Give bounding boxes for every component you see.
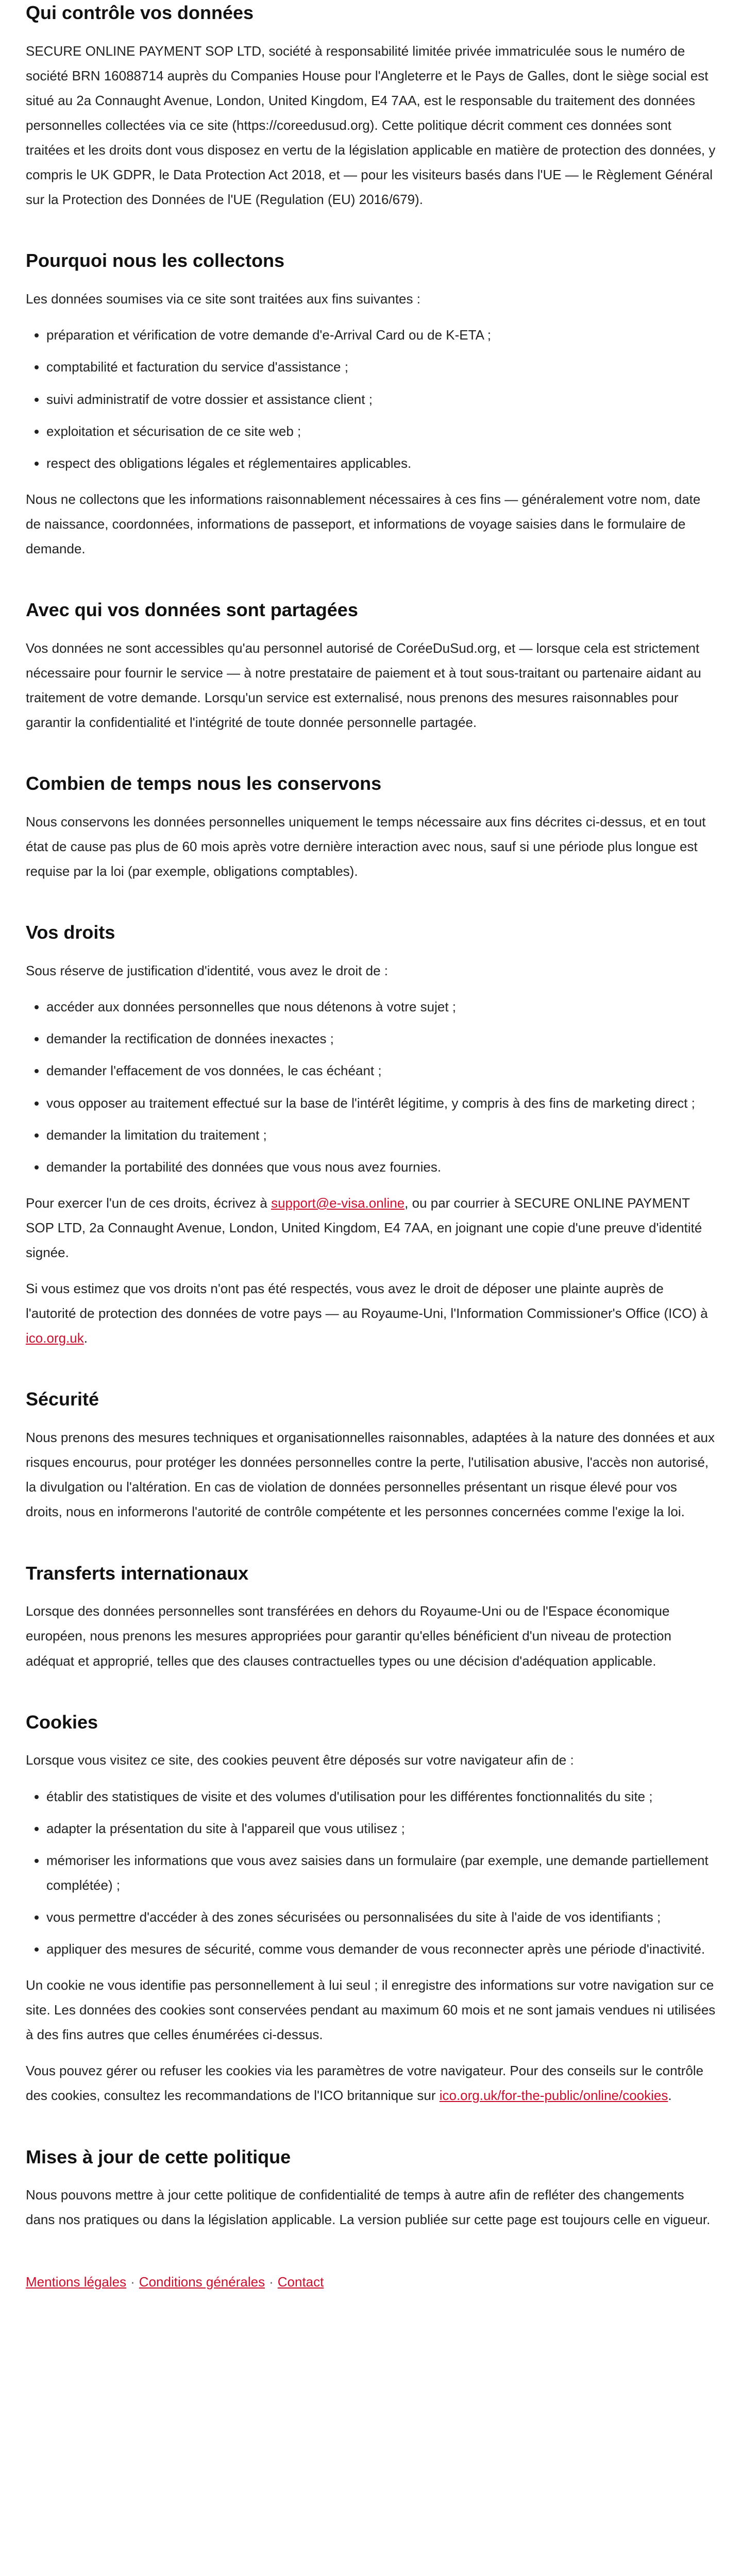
section-title: Mises à jour de cette politique <box>26 2146 291 2167</box>
list-item: • demander la portabilité des données que vous nous avez fournies. <box>46 1155 716 1179</box>
cookies-control-paragraph <box>26 2058 716 2108</box>
footer-separator: · <box>269 2274 274 2290</box>
section-controller <box>26 1 716 212</box>
ico-cookies-link[interactable]: ico.org.uk/for-the-public/online/cookies <box>439 2088 668 2104</box>
section-title: Qui contrôle vos données <box>26 2 254 23</box>
list-item: • établir des statistiques de visite et des volumes d'utilisation pour les différentes fonctionnalités du site ; <box>46 1784 716 1809</box>
text-span: , ou par courrier à SECURE ONLINE PAYMENT SOP LTD, 2a Connaught Avenue, London, United Kingdom, E4 7AA, en joignant une copie d'une preuve d'identité signée. <box>26 1195 702 1260</box>
section-title: Avec qui vos données sont partagées <box>26 599 358 621</box>
rights-list <box>26 994 716 1179</box>
purposes-list <box>26 323 716 475</box>
section-purposes <box>26 249 716 561</box>
section-body: Lorsque des données personnelles sont transférées en dehors du Royaume-Uni ou de l'Espace économique européen, nous prenons les mesures appropriées pour garantir qu'elles bénéficient d'un niveau de protection adéquat et approprié, telles que des clauses contractuelles types ou une décision d'adéquation applicable. <box>26 1603 671 1669</box>
section-rights <box>26 921 716 1350</box>
section-title: Sécurité <box>26 1388 99 1410</box>
section-transfers <box>26 1562 716 1673</box>
list-item: • exploitation et sécurisation de ce site web ; <box>46 419 716 444</box>
legal-notice-link[interactable]: Mentions légales <box>26 2274 127 2290</box>
text-span: Pour exercer l'un de ces droits, écrivez à <box>26 1195 272 1211</box>
list-item: • demander l'effacement de vos données, le cas échéant ; <box>46 1058 716 1083</box>
footer-separator: · <box>130 2274 135 2290</box>
section-title: Vos droits <box>26 922 115 943</box>
section-security <box>26 1387 716 1524</box>
section-title: Combien de temps nous les conservons <box>26 773 382 794</box>
section-title: Pourquoi nous les collectons <box>26 250 285 272</box>
section-intro: Lorsque vous visitez ce site, des cookies peuvent être déposés sur votre navigateur afin de : <box>26 1752 574 1768</box>
list-item: • appliquer des mesures de sécurité, comme vous demander de vous reconnecter après une période d'inactivité. <box>46 1937 716 1961</box>
section-intro: Sous réserve de justification d'identité, vous avez le droit de : <box>26 963 389 979</box>
list-item: • accéder aux données personnelles que nous détenons à votre sujet ; <box>46 994 716 1019</box>
section-body: Nous prenons des mesures techniques et organisationnelles raisonnables, adaptées à la nature des données et aux risques encourus, pour protéger les données personnelles contre la perte, l'utilisation abusive, l'accès non autorisé, la divulgation ou l'altération. En cas de violation de données personnelles présentant un risque élevé pour vos droits, nous en informerons l'autorité de contrôle compétente et les personnes concernées comme l'exige la loi. <box>26 1430 715 1520</box>
section-updates <box>26 2145 716 2232</box>
list-item: • comptabilité et facturation du service d'assistance ; <box>46 354 716 379</box>
contact-link[interactable]: Contact <box>277 2274 324 2290</box>
section-cookies <box>26 1710 716 2108</box>
footer-links <box>26 2269 716 2294</box>
list-item: • mémoriser les informations que vous avez saisies dans un formulaire (par exemple, une demande partiellement complétée) ; <box>46 1848 716 1897</box>
list-item: • préparation et vérification de votre demande d'e-Arrival Card ou de K-ETA ; <box>46 323 716 347</box>
section-title: Cookies <box>26 1711 98 1733</box>
section-body: Nous pouvons mettre à jour cette politique de confidentialité de temps à autre afin de refléter des changements dans nos pratiques ou dans la législation applicable. La version publiée sur cette page est toujours celle en vigueur. <box>26 2187 711 2228</box>
section-outro: Nous ne collectons que les informations raisonnablement nécessaires à ces fins — généralement votre nom, date de naissance, coordonnées, informations de passeport, et informations de voyage saisies dans le formulaire de demande. <box>26 491 701 556</box>
terms-link[interactable]: Conditions générales <box>139 2274 265 2290</box>
section-intro: Les données soumises via ce site sont traitées aux fins suivantes : <box>26 291 420 307</box>
cookies-paragraph: Un cookie ne vous identifie pas personnellement à lui seul ; il enregistre des informations sur votre navigation sur ce site. Les données des cookies sont conservées pendant au maximum 60 mois et ne sont jamais vendues ni utilisées à des fins autres que celles énumérées ci-dessus. <box>26 1977 716 2043</box>
section-body: Vos données ne sont accessibles qu'au personnel autorisé de CoréeDuSud.org, et — lorsque cela est strictement nécessaire pour fournir le service — à notre prestataire de paiement et à tout sous-traitant ou partenaire aidant au traitement de votre demande. Lorsqu'un service est externalisé, nous prenons des mesures raisonnables pour garantir la confidentialité et l'intégrité de toute donnée personnelle partagée. <box>26 640 701 731</box>
list-item: • vous permettre d'accéder à des zones sécurisées ou personnalisées du site à l'aide de vos identifiants ; <box>46 1905 716 1929</box>
list-item: • respect des obligations légales et réglementaires applicables. <box>46 451 716 476</box>
privacy-policy-page <box>0 1 742 2315</box>
support-email-link[interactable]: support@e-visa.online <box>271 1195 405 1211</box>
text-span: . <box>668 2088 672 2104</box>
section-body: SECURE ONLINE PAYMENT SOP LTD, société à responsabilité limitée privée immatriculée sous le numéro de société BRN 16088714 auprès du Companies House pour l'Angleterre et le Pays de Galles, dont le siège social est situé au 2a Connaught Avenue, London, United Kingdom, E4 7AA, est le responsable du traitement des données personnelles collectées via ce site (https://coreedusud.org). Cette politique décrit comment ces données sont traitées et les droits dont vous disposez en vertu de la législation applicable en matière de protection des données, y compris le UK GDPR, le Data Protection Act 2018, et — pour les visiteurs basés dans l'UE — le Règlement Général sur la Protection des Données de l'UE (Regulation (EU) 2016/679). <box>26 43 716 208</box>
list-item: • vous opposer au traitement effectué sur la base de l'intérêt légitime, y compris à des fins de marketing direct ; <box>46 1091 716 1115</box>
list-item: • suivi administratif de votre dossier et assistance client ; <box>46 387 716 412</box>
list-item: • demander la rectification de données inexactes ; <box>46 1026 716 1051</box>
section-sharing <box>26 598 716 735</box>
section-retention <box>26 772 716 884</box>
text-span: Vous pouvez gérer ou refuser les cookies via les paramètres de votre navigateur. Pour des conseils sur le contrôle des cookies, consultez les recommandations de l'ICO britannique sur <box>26 2063 704 2104</box>
cookies-list <box>26 1784 716 1962</box>
section-body: Nous conservons les données personnelles uniquement le temps nécessaire aux fins décrites ci-dessus, et en tout état de cause pas plus de 60 mois après votre dernière interaction avec nous, sauf si une période plus longue est requise par la loi (par exemple, obligations comptables). <box>26 814 706 879</box>
rights-complaint-paragraph <box>26 1276 716 1350</box>
section-title: Transferts internationaux <box>26 1562 249 1584</box>
list-item: • adapter la présentation du site à l'appareil que vous utilisez ; <box>46 1816 716 1841</box>
list-item: • demander la limitation du traitement ; <box>46 1123 716 1147</box>
text-span: . <box>83 1330 88 1346</box>
rights-exercise-paragraph <box>26 1191 716 1265</box>
ico-link[interactable]: ico.org.uk <box>26 1330 84 1346</box>
text-span: Si vous estimez que vos droits n'ont pas été respectés, vous avez le droit de déposer une plainte auprès de l'autorité de protection des données de votre pays — au Royaume-Uni, l'Information Commissioner's Office (ICO) à <box>26 1281 708 1321</box>
